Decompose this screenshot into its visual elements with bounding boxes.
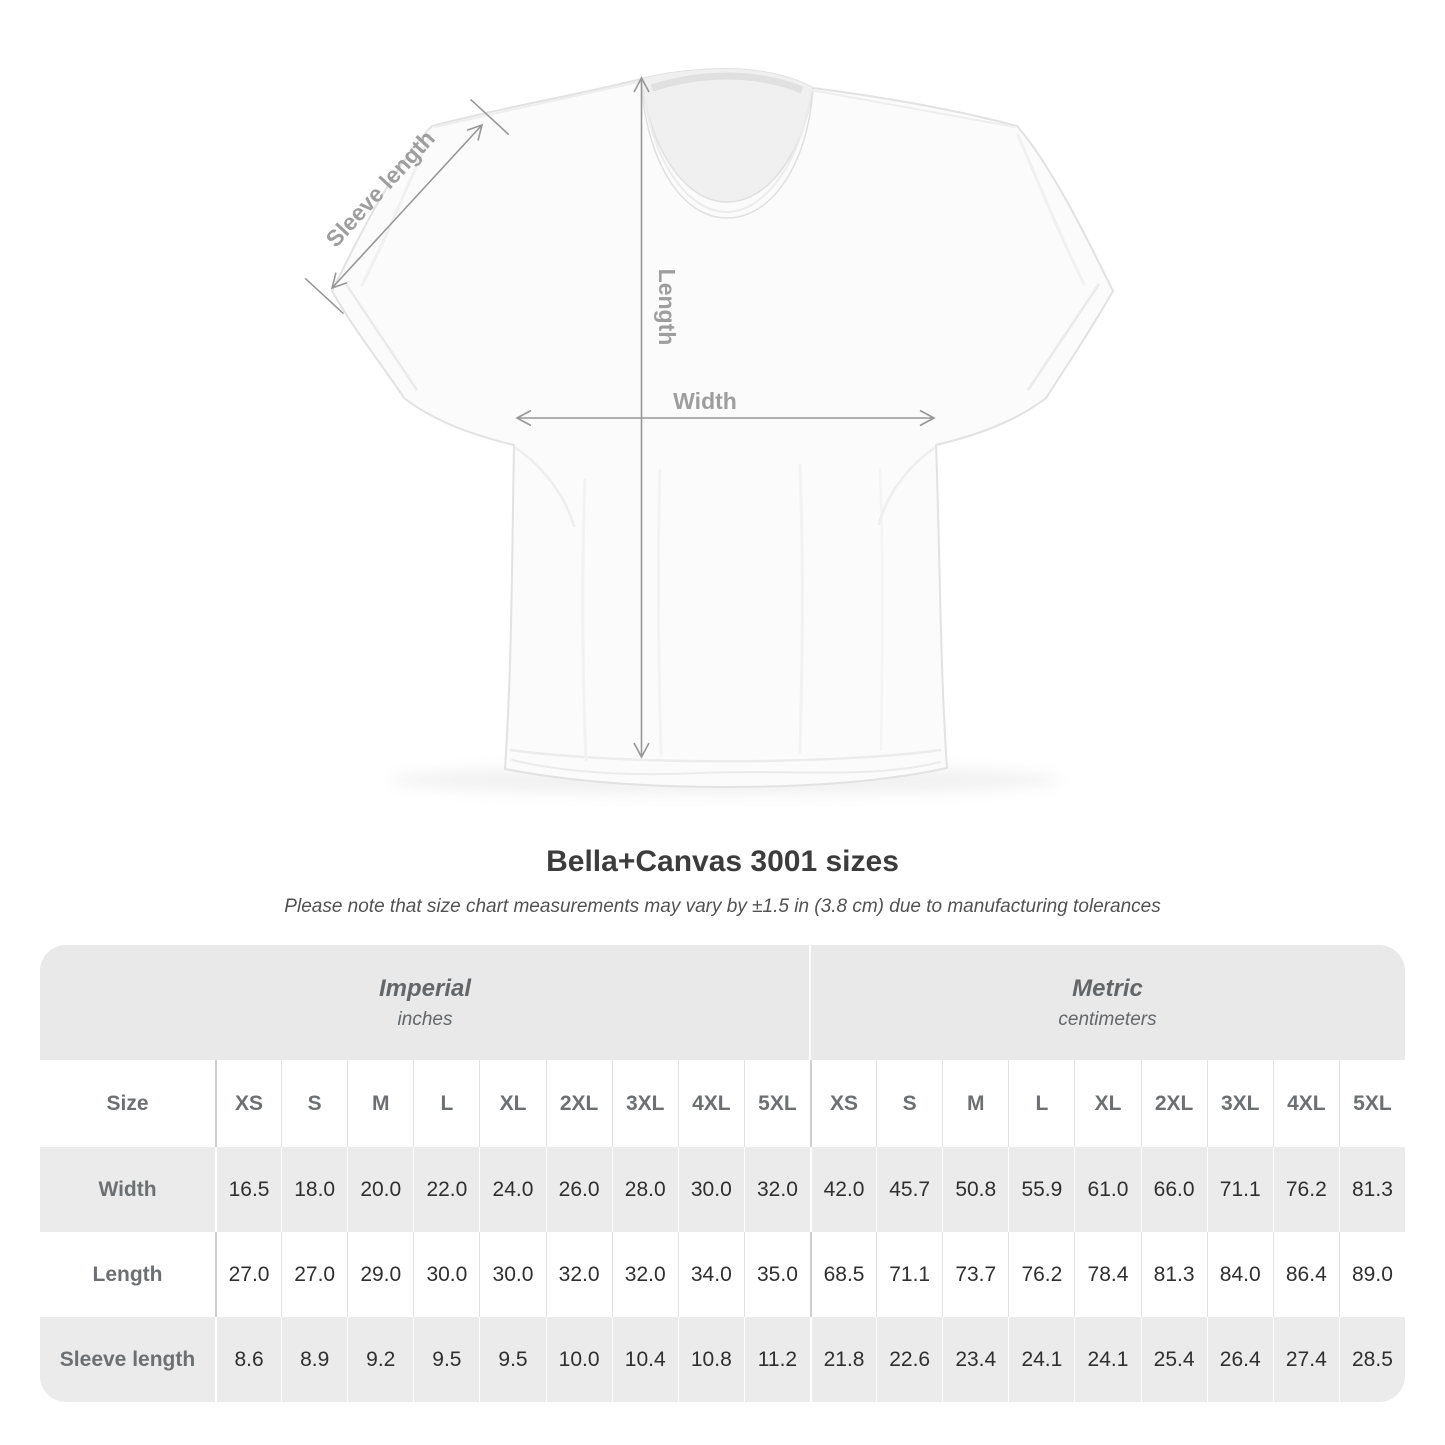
measurement-cell: 81.3 [1339, 1147, 1405, 1232]
sleeve-length-row [40, 1317, 1405, 1402]
imperial-unit: inches [397, 1008, 453, 1030]
measurement-cell: 61.0 [1074, 1147, 1140, 1232]
size-col-header: 4XL [678, 1060, 744, 1147]
measurement-cell: 24.1 [1074, 1317, 1140, 1402]
measurement-cell: 27.0 [281, 1232, 347, 1317]
measurement-cell: 16.5 [215, 1147, 281, 1232]
size-col-header: 2XL [1141, 1060, 1207, 1147]
measurement-cell: 27.0 [215, 1232, 281, 1317]
measurement-cell: 28.5 [1339, 1317, 1405, 1402]
measurement-cell: 32.0 [612, 1232, 678, 1317]
measurement-cell: 29.0 [347, 1232, 413, 1317]
length-label: Length [654, 268, 680, 346]
size-header-row [40, 1060, 1405, 1147]
measurement-cell: 22.6 [876, 1317, 942, 1402]
imperial-title: Imperial [378, 974, 472, 1002]
measurement-cell: 9.2 [347, 1317, 413, 1402]
size-col-header: 4XL [1273, 1060, 1339, 1147]
length-row [40, 1232, 1405, 1317]
size-col-header: S [281, 1060, 347, 1147]
sleeve-length-label: Sleeve length [320, 125, 440, 252]
width-label: Width [673, 388, 737, 414]
size-col-header: 3XL [1207, 1060, 1273, 1147]
measurement-cell: 25.4 [1141, 1317, 1207, 1402]
measurement-cell: 24.1 [1008, 1317, 1074, 1402]
size-col-header: 5XL [1339, 1060, 1405, 1147]
size-col-header: 2XL [546, 1060, 612, 1147]
measurement-cell: 35.0 [744, 1232, 810, 1317]
measurement-cell: 28.0 [612, 1147, 678, 1232]
row-label: Length [92, 1262, 163, 1286]
measurement-cell: 76.2 [1008, 1232, 1074, 1317]
measurement-cell: 10.8 [678, 1317, 744, 1402]
measurement-cell: 9.5 [479, 1317, 545, 1402]
measurement-cell: 76.2 [1273, 1147, 1339, 1232]
measurement-cell: 8.6 [215, 1317, 281, 1402]
measurement-cell: 55.9 [1008, 1147, 1074, 1232]
size-col-header: XS [215, 1060, 281, 1147]
measurement-cell: 34.0 [678, 1232, 744, 1317]
tolerance-note: Please note that size chart measurements may vary by ±1.5 in (3.8 cm) due to manufacturing tolerances [284, 896, 1161, 917]
measurement-cell: 26.4 [1207, 1317, 1273, 1402]
measurement-cell: 50.8 [942, 1147, 1008, 1232]
page-title: Bella+Canvas 3001 sizes [546, 845, 899, 878]
row-label: Sleeve length [59, 1347, 196, 1371]
width-row [40, 1147, 1405, 1232]
tshirt-graphic [332, 69, 1113, 787]
measurement-cell: 18.0 [281, 1147, 347, 1232]
measurement-cell: 22.0 [413, 1147, 479, 1232]
measurement-cell: 9.5 [413, 1317, 479, 1402]
measurement-cell: 66.0 [1141, 1147, 1207, 1232]
measurement-cell: 32.0 [744, 1147, 810, 1232]
measurement-cell: 10.4 [612, 1317, 678, 1402]
measurement-cell: 71.1 [1207, 1147, 1273, 1232]
size-col-header: XL [1074, 1060, 1140, 1147]
size-col-header: M [942, 1060, 1008, 1147]
metric-unit: centimeters [1058, 1008, 1157, 1030]
size-col-header: XS [810, 1060, 876, 1147]
measurement-cell: 21.8 [810, 1317, 876, 1402]
measurement-cell: 81.3 [1141, 1232, 1207, 1317]
size-col-header: 3XL [612, 1060, 678, 1147]
measurement-cell: 26.0 [546, 1147, 612, 1232]
measurement-cell: 8.9 [281, 1317, 347, 1402]
measurement-cell: 71.1 [876, 1232, 942, 1317]
measurement-cell: 30.0 [678, 1147, 744, 1232]
measurement-cell: 89.0 [1339, 1232, 1405, 1317]
measurement-cell: 84.0 [1207, 1232, 1273, 1317]
size-col-header: L [1008, 1060, 1074, 1147]
metric-title: Metric [1072, 974, 1143, 1002]
size-col-header: XL [479, 1060, 545, 1147]
unit-band-divider [809, 945, 811, 1060]
measurement-cell: 30.0 [413, 1232, 479, 1317]
measurement-cell: 10.0 [546, 1317, 612, 1402]
imperial-header [40, 945, 810, 1060]
measurement-cell: 32.0 [546, 1232, 612, 1317]
size-col-header: 5XL [744, 1060, 810, 1147]
size-corner-label: Size [106, 1091, 149, 1115]
measurement-cell: 78.4 [1074, 1232, 1140, 1317]
size-table [40, 945, 1405, 1402]
measurement-cell: 11.2 [744, 1317, 810, 1402]
measurement-cell: 73.7 [942, 1232, 1008, 1317]
row-label: Width [98, 1177, 157, 1201]
measurement-cell: 45.7 [876, 1147, 942, 1232]
measurement-cell: 68.5 [810, 1232, 876, 1317]
measurement-cell: 86.4 [1273, 1232, 1339, 1317]
size-col-header: M [347, 1060, 413, 1147]
size-col-header: S [876, 1060, 942, 1147]
measurement-cell: 23.4 [942, 1317, 1008, 1402]
measurement-cell: 20.0 [347, 1147, 413, 1232]
measurement-cell: 24.0 [479, 1147, 545, 1232]
unit-header-band [40, 945, 1405, 1060]
measurement-cell: 30.0 [479, 1232, 545, 1317]
measurement-cell: 27.4 [1273, 1317, 1339, 1402]
measurement-cell: 42.0 [810, 1147, 876, 1232]
metric-header [810, 945, 1405, 1060]
size-col-header: L [413, 1060, 479, 1147]
